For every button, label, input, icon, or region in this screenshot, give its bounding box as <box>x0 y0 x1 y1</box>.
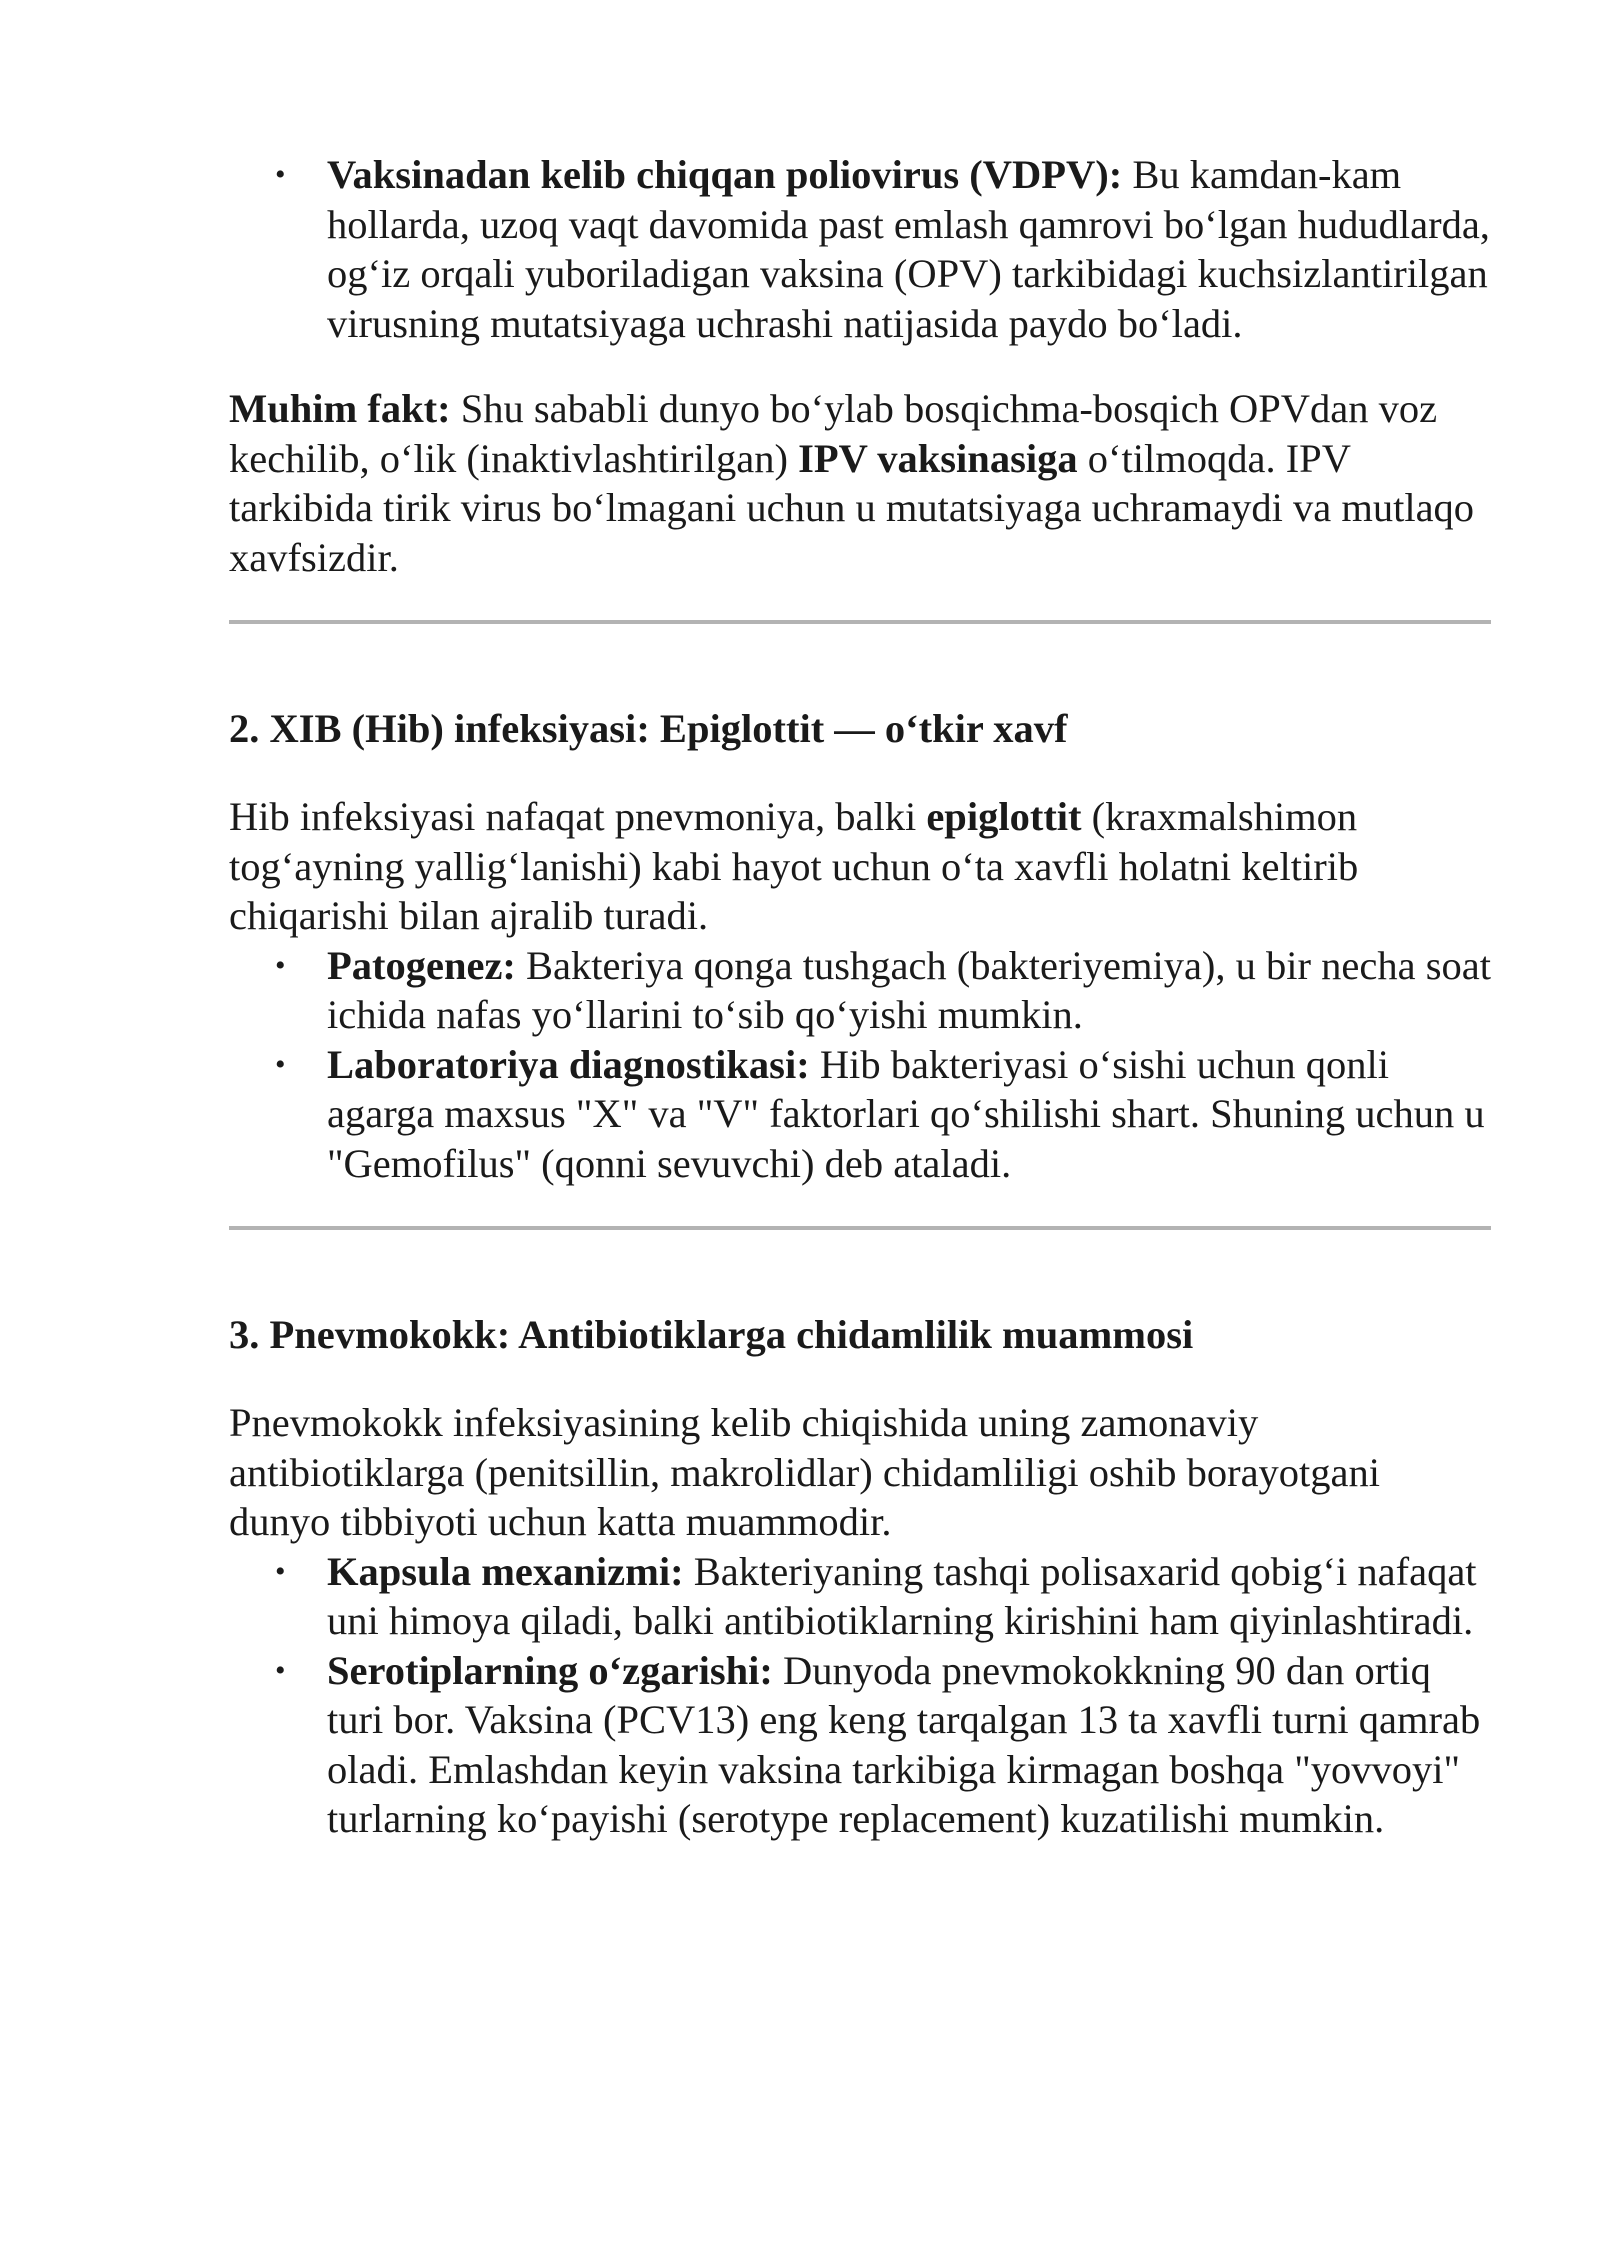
vdpv-list <box>229 150 1491 348</box>
horizontal-divider <box>229 1226 1491 1230</box>
list-item <box>327 1646 1491 1844</box>
list-item-label: Serotiplarning o‘zgarishi: <box>327 1647 773 1693</box>
list-item-text: Bakteriyaning tashqi polisaxarid qobig‘i nafaqat uni himoya qiladi, balki antibiotiklarning kirishini ham qiyinlashtiradi. <box>327 1548 1477 1643</box>
fact-label: Muhim fakt: <box>229 386 451 431</box>
list-item-label: Laboratoriya diagnostikasi: <box>327 1041 810 1087</box>
fact-text-a: Shu sababli dunyo bo‘ylab bosqichma-bosqich OPVdan voz kechilib, o‘lik (inaktivlashtirilgan) <box>229 386 1438 481</box>
list-item-text: Bakteriya qonga tushgach (bakteriyemiya), u bir necha soat ichida nafas yo‘llarini to‘sib qo‘yishi mumkin. <box>327 942 1491 1037</box>
fact-bold: IPV vaksinasiga <box>798 435 1078 481</box>
list-item-text: Dunyoda pnevmokokkning 90 dan ortiq turi bor. Vaksina (PCV13) eng keng tarqalgan 13 ta xavfli turni qamrab oladi. Emlashdan keyin vaksina tarkibiga kirmagan boshqa "yovvoyi" turlarning ko‘payishi (serotype replacement) kuzatilishi mumkin. <box>327 1647 1481 1841</box>
section-2-intro <box>229 792 1491 941</box>
important-fact-paragraph <box>229 384 1491 582</box>
section-2-list <box>229 941 1491 1189</box>
list-item-text: Hib bakteriyasi o‘sishi uchun qonli agarga maxsus "X" va "V" faktorlari qo‘shilishi shart. Shuning uchun u "Gemofilus" (qonni sevuvchi) deb ataladi. <box>327 1041 1485 1186</box>
list-item <box>327 941 1491 1040</box>
fact-text-b: o‘tilmoqda. IPV tarkibida tirik virus bo‘lmagani uchun u mutatsiyaga uchramaydi va mutlaqo xavfsizdir. <box>229 435 1475 580</box>
list-item <box>327 150 1491 348</box>
vdpv-text: Bu kamdan-kam hollarda, uzoq vaqt davomida past emlash qamrovi bo‘lgan hududlarda, og‘iz orqali yuboriladigan vaksina (OPV) tarkibidagi kuchsizlantirilgan virusning mutatsiyaga uchrashi natijasida paydo bo‘ladi. <box>327 152 1490 346</box>
vdpv-label: Vaksinadan kelib chiqqan poliovirus (VDPV): <box>327 152 1123 197</box>
section-2-heading: 2. XIB (Hib) infeksiyasi: Epiglottit — o‘tkir xavf <box>229 706 1068 751</box>
list-item-label: Kapsula mexanizmi: <box>327 1548 684 1594</box>
horizontal-divider <box>229 620 1491 624</box>
section-2-intro-b: (kraxmalshimon tog‘ayning yallig‘lanishi) kabi hayot uchun o‘ta xavfli holatni keltirib chiqarishi bilan ajralib turadi. <box>229 794 1359 938</box>
list-item <box>327 1040 1491 1189</box>
list-item-label: Patogenez: <box>327 942 516 988</box>
section-3-intro: Pnevmokokk infeksiyasining kelib chiqishida uning zamonaviy antibiotiklarga (penitsillin, makrolidlar) chidamliligi oshib borayotgani dunyo tibbiyoti uchun katta muammodir. <box>229 1400 1381 1544</box>
section-2-intro-bold: epiglottit <box>926 794 1082 839</box>
section-3-list <box>229 1547 1491 1844</box>
list-item <box>327 1547 1491 1646</box>
document-page <box>229 150 1491 1844</box>
section-2-intro-a: Hib infeksiyasi nafaqat pnevmoniya, balki <box>229 794 927 839</box>
section-3-heading: 3. Pnevmokokk: Antibiotiklarga chidamlilik muammosi <box>229 1312 1194 1357</box>
